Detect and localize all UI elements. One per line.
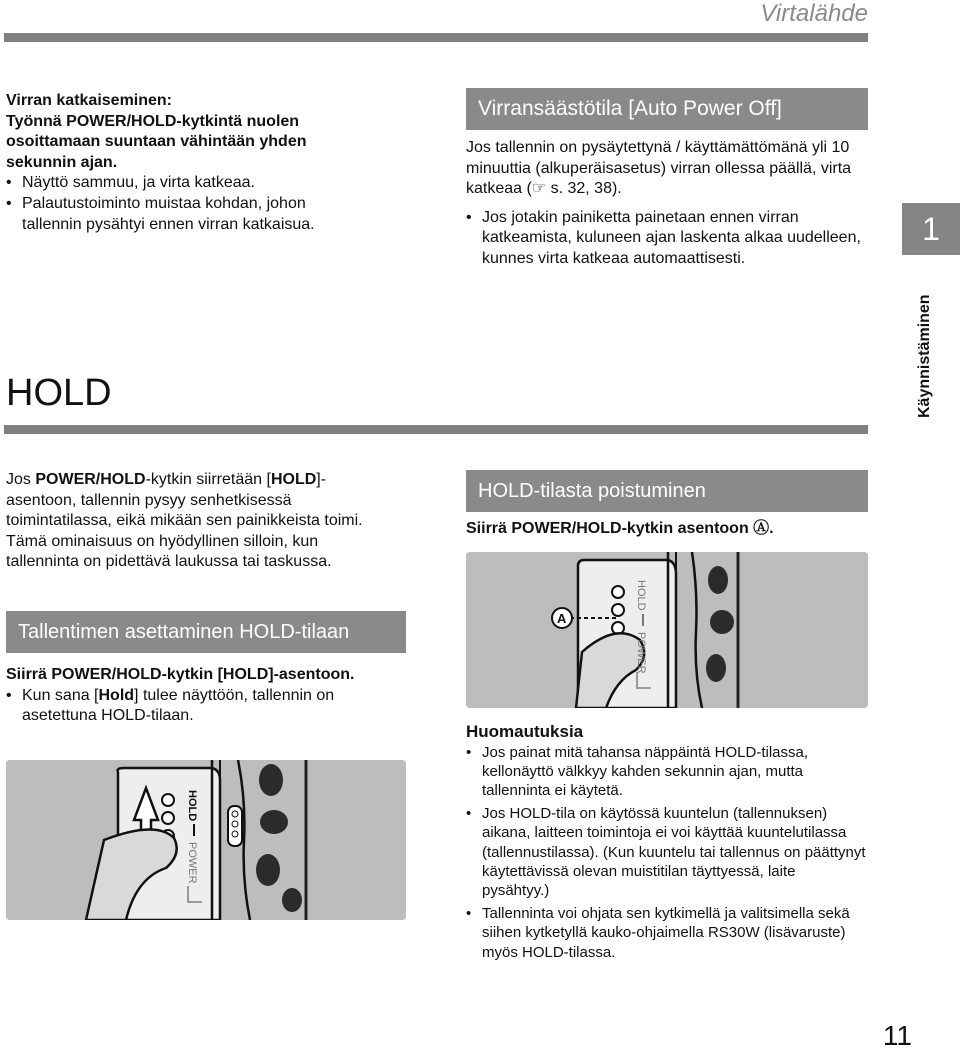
page-number: 11 (882, 1020, 912, 1051)
exit-hold-step-key: POWER/HOLD (511, 520, 622, 537)
top-divider (4, 33, 868, 42)
exit-hold-step-pre: Siirrä (466, 520, 512, 537)
illus-power-label: POWER (186, 842, 198, 884)
power-off-instruction (6, 112, 356, 174)
illus2-power-label: POWER (635, 632, 647, 674)
auto-power-off-block (466, 138, 868, 270)
hold-intro-key2: HOLD (270, 471, 317, 488)
section-title: Virtalähde (760, 0, 868, 27)
hold-intro-pre: Jos (6, 471, 36, 488)
chapter-number-tab: 1 (902, 203, 960, 255)
hold-intro (6, 470, 386, 573)
chapter-label (908, 270, 948, 430)
illus-marker-a: A (557, 611, 567, 626)
power-off-heading: Virran katkaiseminen: (6, 92, 173, 109)
set-hold-bullet-pre: Kun sana [ (22, 686, 99, 704)
set-hold-title: Tallentimen asettaminen HOLD-tilaan (6, 611, 406, 653)
set-hold-bullet-key: Hold (98, 686, 135, 704)
notes-block (466, 722, 866, 962)
list-item: • Jos HOLD-tila on käytössä kuuntelun (tallennuksen) aikana, laitteen toimintoja ei voi käyttää kuuntelutilassa (tallennustilassa). (Kun kuuntelu tai tallennus on päättynyt käytettävissä olevan muistitilan täyttyessä, laite pysähtyy.) (466, 804, 866, 900)
recorder-side-drawing (6, 760, 406, 920)
hold-switch-illustration (6, 760, 406, 920)
auto-power-off-title: Virransäästötila [Auto Power Off] (466, 88, 868, 130)
auto-power-off-bullets (466, 208, 868, 270)
list-item: • Palautustoiminto muistaa kohdan, johon tallennin pysähtyi ennen virran katkaisua. (6, 194, 356, 235)
set-hold-bullet-post: ] tulee näyttöön, tallennin on asetettuna HOLD-tilaan. (22, 686, 335, 725)
notes-bullets (466, 743, 866, 962)
set-hold-step-post: ]-asentoon. (268, 666, 355, 683)
middle-divider (4, 425, 868, 434)
set-hold-block (6, 665, 386, 727)
set-hold-step-mid: -kytkin [ (161, 666, 223, 683)
exit-hold-step (466, 519, 868, 540)
set-hold-step-pre: Siirrä (6, 666, 52, 683)
power-off-block (6, 91, 356, 235)
exit-hold-title: HOLD-tilasta poistuminen (466, 470, 868, 512)
list-item: • Näyttö sammuu, ja virta katkeaa. (6, 173, 356, 194)
list-item: • Jos jotakin painiketta painetaan ennen virran katkeamista, kuluneen ajan laskenta alkaa uudelleen, kunnes virta katkeaa automaattisesti. (466, 208, 868, 270)
notes-heading: Huomautuksia (466, 722, 584, 741)
instruction-pre: Työnnä (6, 112, 67, 130)
power-off-bullets (6, 173, 356, 235)
set-hold-bullets (6, 686, 386, 727)
set-hold-step-key: POWER/HOLD (51, 666, 162, 683)
hold-intro-mid: -kytkin siirretään [ (145, 471, 271, 488)
illus-hold-label: HOLD (186, 790, 198, 822)
exit-hold-step-post: -kytkin asentoon Ⓐ. (621, 520, 774, 537)
instruction-key: POWER/HOLD (66, 112, 177, 130)
list-item (6, 686, 386, 727)
list-item: • Jos painat mitä tahansa näppäintä HOLD-tilassa, kellonäyttö välkkyy kahden sekunnin ajan, mutta tallenninta ei käytetä. (466, 743, 866, 801)
set-hold-step (6, 665, 386, 686)
hold-intro-post: ]-asentoon, tallennin pysyy senhetkisessä toimintatilassa, eikä mikään sen painikkeista toimi. Tämä ominaisuus on hyödyllinen silloin, kun tallenninta on pidettävä laukussa tai taskussa. (6, 471, 363, 571)
recorder-side-drawing-2 (466, 552, 868, 708)
auto-power-off-body: Jos tallennin on pysäytettynä / käyttämättömänä yli 10 minuuttia (alkuperäisasetus) virran ollessa päällä, virta katkeaa (☞ s. 32, 38). (466, 139, 852, 198)
hold-heading: HOLD (6, 372, 112, 414)
exit-hold-illustration (466, 552, 868, 708)
set-hold-step-key2: HOLD (222, 666, 269, 683)
chapter-label-text: Käynnistäminen (916, 294, 933, 418)
instruction-post: -kytkintä nuolen osoittamaan suuntaan vähintään yhden sekunnin ajan. (6, 112, 307, 171)
illus2-hold-label: HOLD (635, 580, 647, 611)
hold-intro-key: POWER/HOLD (35, 471, 146, 488)
list-item: • Tallenninta voi ohjata sen kytkimellä ja valitsimella sekä siihen kytketyllä kauko-ohjaimella RS30W (lisävaruste) myös HOLD-tilassa. (466, 904, 866, 962)
